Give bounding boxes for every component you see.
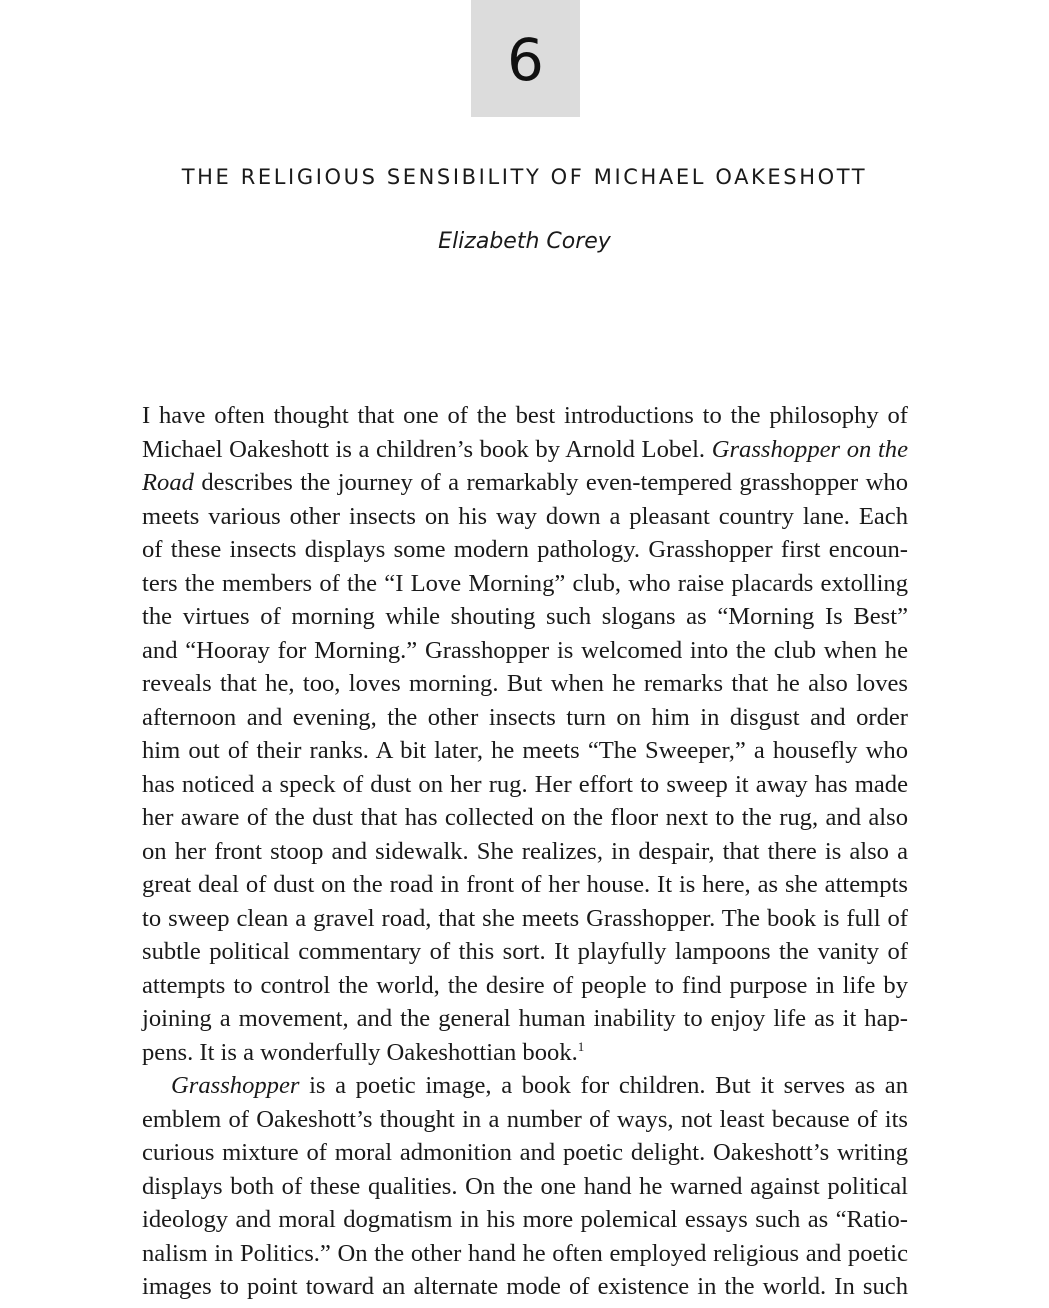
text-line (142, 1036, 908, 1070)
book-title-italic: Grasshopper (171, 1072, 300, 1099)
chapter-author: Elizabeth Corey (438, 229, 611, 254)
chapter-number-box (471, 0, 580, 117)
text-line: I have often thought that one of the best introductions to the philosophy of (142, 402, 908, 429)
chapter-body (142, 399, 908, 1304)
text-line (142, 466, 908, 500)
chapter-title: THE RELIGIOUS SENSIBILITY OF MICHAEL OAKESHOTT (181, 165, 868, 189)
text-run: is a poetic image, a book for children. But it serves as an (299, 1072, 908, 1099)
text-line: subtle political commentary of this sort. It playfully lampoons the vanity of (142, 938, 908, 965)
footnote-marker[interactable]: 1 (577, 1038, 585, 1054)
text-run: Michael Oakeshott is a children’s book by Arnold Lobel. (142, 435, 712, 463)
text-line: of these insects displays some modern pathology. Grasshopper first encoun- (142, 536, 908, 563)
text-line: images to point toward an alternate mode of existence in the world. In such (142, 1273, 908, 1300)
paragraph-2 (142, 1069, 908, 1304)
text-line: ters the members of the “I Love Morning” club, who raise placards extolling (142, 569, 908, 597)
book-title-italic: Road (142, 469, 194, 496)
paragraph-1 (142, 399, 908, 1069)
text-line: to sweep clean a gravel road, that she meets Grasshopper. The book is full of (142, 904, 908, 932)
text-line (142, 433, 908, 467)
book-title-italic: Grasshopper on the (711, 435, 908, 463)
text-line: nalism in Politics.” On the other hand he often employed religious and poetic (142, 1239, 908, 1267)
text-line: has noticed a speck of dust on her rug. Her effort to sweep it away has made (142, 770, 908, 798)
text-line: reveals that he, too, loves morning. But when he remarks that he also loves (142, 670, 908, 697)
text-run: describes the journey of a remarkably even-tempered grasshopper who (193, 469, 908, 496)
text-line: emblem of Oakeshott’s thought in a number of ways, not least because of its (142, 1105, 908, 1133)
text-line: curious mixture of moral admonition and poetic delight. Oakeshott’s writing (142, 1139, 908, 1166)
text-run: pens. It is a wonderfully Oakeshottian book. (142, 1038, 578, 1066)
chapter-number: 6 (507, 25, 544, 94)
text-line: great deal of dust on the road in front of her house. It is here, as she attempts (142, 871, 908, 898)
text-line: joining a movement, and the general human inability to enjoy life as it hap- (142, 1005, 908, 1032)
text-line: attempts to control the world, the desire of people to find purpose in life by (142, 971, 908, 999)
text-line: afternoon and evening, the other insects turn on him in disgust and order (142, 703, 908, 731)
text-line: him out of their ranks. A bit later, he meets “The Sweeper,” a housefly who (142, 737, 908, 764)
text-line: the virtues of morning while shouting such slogans as “Morning Is Best” (142, 603, 908, 630)
text-line: and “Hooray for Morning.” Grasshopper is welcomed into the club when he (142, 636, 908, 664)
text-line: her aware of the dust that has collected on the floor next to the rug, and also (142, 804, 908, 831)
text-line: displays both of these qualities. On the one hand he warned against political (142, 1172, 908, 1200)
text-line: meets various other insects on his way down a pleasant country lane. Each (142, 502, 908, 530)
text-line: ideology and moral dogmatism in his more polemical essays such as “Ratio- (142, 1206, 908, 1233)
text-line: on her front stoop and sidewalk. She realizes, in despair, that there is also a (142, 837, 908, 865)
text-line (142, 1069, 908, 1103)
